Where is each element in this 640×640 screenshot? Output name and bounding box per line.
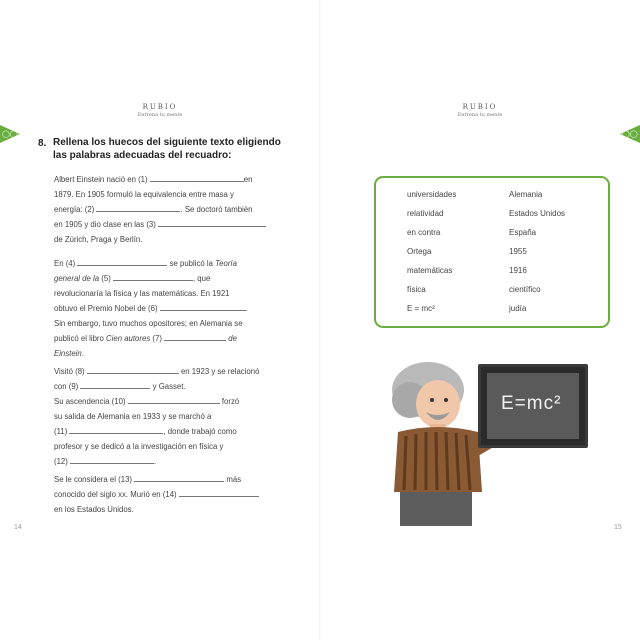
right-page [320,0,640,640]
text: en 1923 y se relacionó [180,367,260,376]
text: energía: (2) [54,205,95,214]
text: , que [192,274,211,283]
blackboard-surface [487,373,579,439]
paragraph-3 [54,364,299,469]
text: de Zúrich, Praga y Berlín. [54,235,143,244]
text: (7) [152,334,162,343]
text: se publicó la [169,259,213,268]
text: profesor y se dedicó a la investigación en física y [54,442,224,451]
brand-logo [450,103,510,118]
exercise-title: Rellena los huecos del siguiente texto eligiendo las palabras adecuadas del recuadro: [53,137,281,161]
word-item: relatividad [407,209,444,218]
blank-8[interactable] [87,365,179,374]
text: en los Estados Unidos. [54,505,134,514]
blank-11[interactable] [69,425,163,434]
text: 1879. En 1905 formuló la equivalencia entre masa y [54,190,234,199]
text: con (9) [54,382,79,391]
text: revolucionaría la física y las matemáticas. En 1921 [54,289,230,298]
text: Teoría [215,259,237,268]
text: Sin embargo, tuvo muchos opositores; en Alemania se [54,319,243,328]
brand-name: RUBIO [462,103,498,111]
text: Albert Einstein nació en (1) [54,175,148,184]
text: (11) [54,427,68,436]
text: Su ascendencia (10) [54,397,126,406]
word-item: Estados Unidos [509,209,566,218]
brand-logo [130,103,190,118]
glasses-icon: ◯◯ [2,131,18,138]
blank-12[interactable] [70,455,157,466]
exercise-number: 8. [38,138,47,149]
blank-10[interactable] [128,395,220,404]
text: . [245,304,248,313]
text: Cien autores [106,334,151,343]
brand-tagline: Entrena tu mente [137,112,183,118]
text: y Gasset. [152,382,186,391]
word-item: universidades [407,190,457,199]
blank-6[interactable] [160,302,246,311]
page-number: 15 [614,524,622,531]
section-tab [0,125,20,143]
text: su salida de Alemania en 1933 y se marchó a [54,412,212,421]
word-column-2 [509,188,565,321]
text: más [226,475,242,484]
blank-14[interactable] [179,488,259,497]
blank-9[interactable] [80,380,150,389]
word-item: matemáticas [407,266,453,275]
text: . [81,349,84,358]
text: en [243,175,253,184]
word-item: judía [509,304,527,313]
text: publicó el libro [54,334,104,343]
paragraph-4 [54,472,299,517]
blank-3[interactable] [158,218,266,227]
blank-2[interactable] [96,203,180,212]
blank-5[interactable] [113,272,193,281]
text: . [154,457,157,466]
text: general de la [54,274,100,283]
brand-tagline: Entrena tu mente [457,112,503,118]
text: (12) [54,457,68,466]
word-item: en contra [407,228,441,237]
text: Se le considera el (13) [54,475,133,484]
word-item: Alemania [509,190,543,199]
blank-7[interactable] [164,332,226,341]
blank-1[interactable] [150,173,244,182]
text: forzó [221,397,240,406]
text: en 1905 y dio clase en las (3) [54,220,156,229]
word-item: Ortega [407,247,432,256]
blackboard-formula: E=mc² [501,393,562,414]
text: Einstein [54,349,82,358]
word-item: España [509,228,537,237]
word-item: física [407,285,426,294]
word-item: científico [509,285,541,294]
text: (5) [101,274,111,283]
blank-4[interactable] [77,257,167,266]
blackboard [478,364,588,448]
brand-name: RUBIO [142,103,178,111]
text: obtuvo el Premio Nobel de (6) [54,304,158,313]
text: conocido del siglo xx. Murió en (14) [54,490,177,499]
glasses-icon: ◯◯ [622,131,638,138]
paragraph-2 [54,256,299,361]
page-number: 14 [14,524,22,531]
word-item: 1955 [509,247,527,256]
section-tab [620,125,640,143]
word-box [374,176,610,328]
blank-13[interactable] [134,473,224,482]
paragraph-1 [54,172,299,247]
word-column-1 [407,188,456,321]
text: Visitó (8) [54,367,85,376]
text: de [228,334,237,343]
text: , donde trabajó como [163,427,237,436]
word-item: E = mc² [407,304,435,313]
text: En (4) [54,259,76,268]
word-item: 1916 [509,266,527,275]
text: . Se doctoró también [180,205,253,214]
